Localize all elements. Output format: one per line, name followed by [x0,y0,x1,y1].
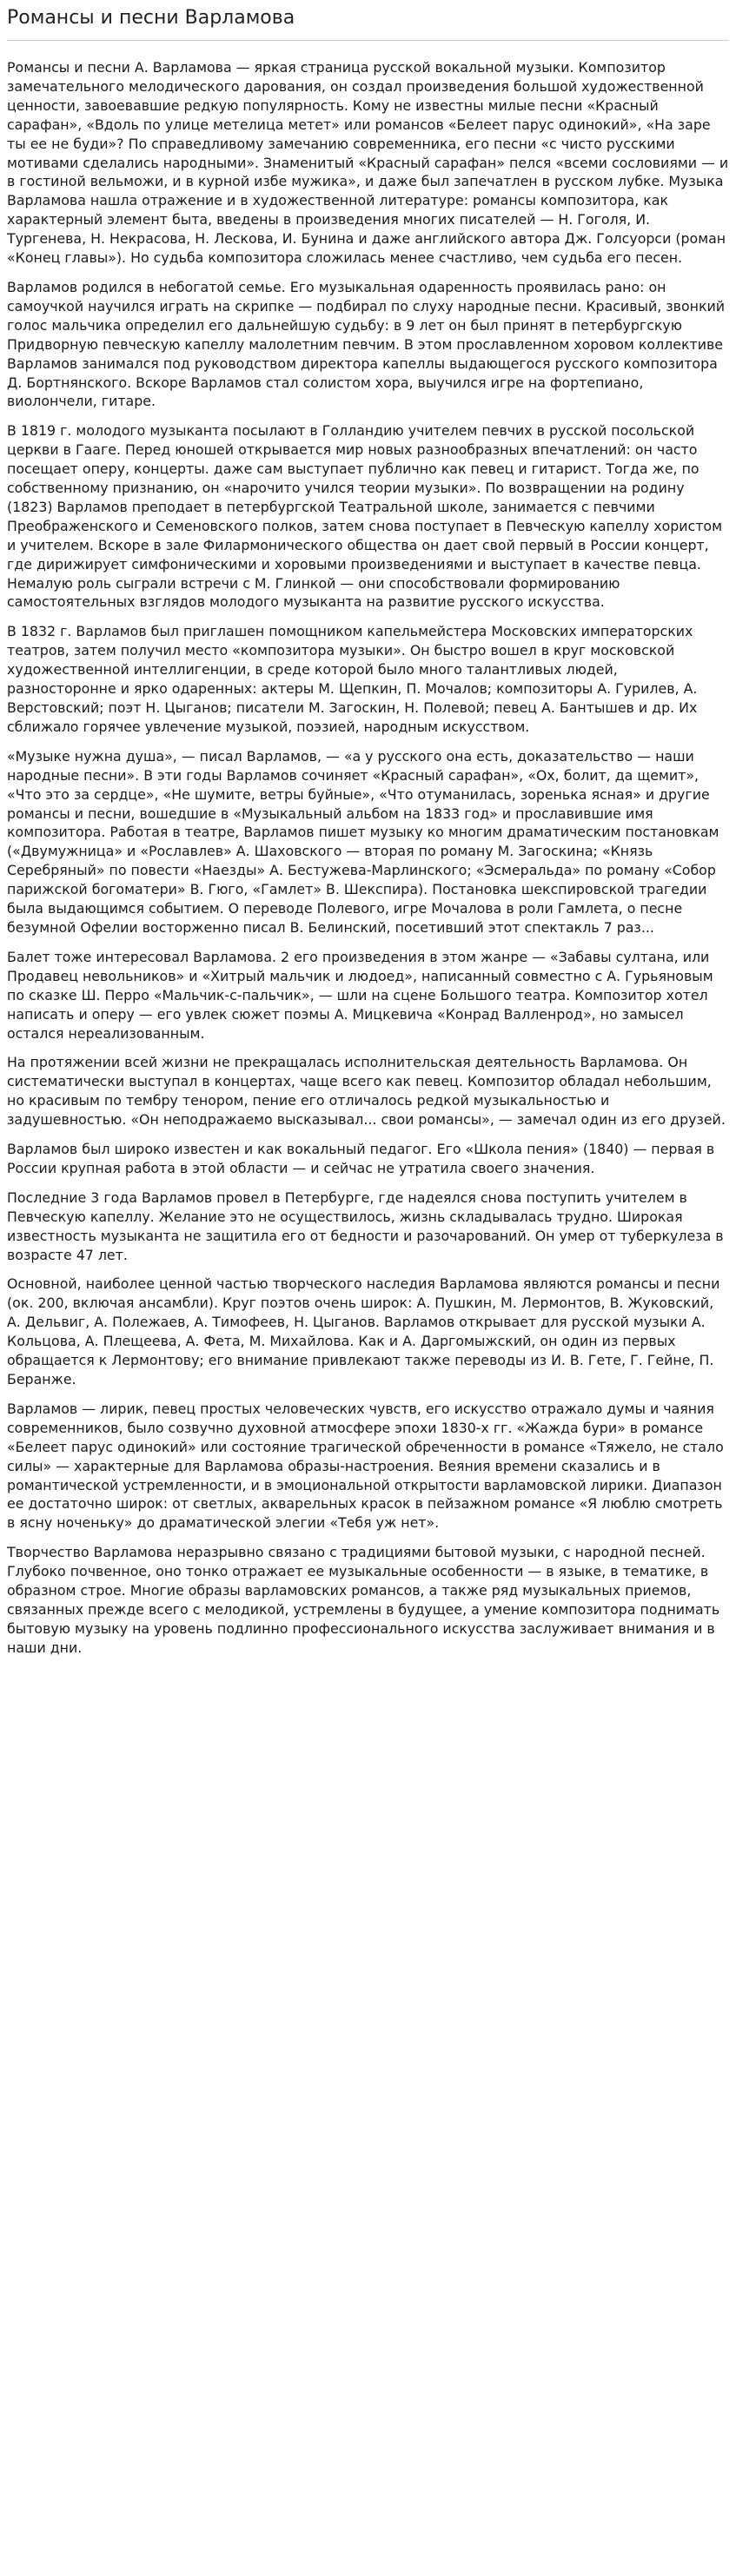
article-paragraph: Варламов — лирик, певец простых человеческих чувств, его искусство отражало думы и чаяния современников, было созвучно духовной атмосфере эпохи 1830-х гг. «Жажда бури» в романсе «Белеет парус одинокий» или состояние трагической обреченности в романсе «Тяжело, не стало силы» — характерные для Варламова образы-настроения. Веяния времени сказались и в романтической устремленности, и в эмоциональной открытости варламовской лирики. Диапазон ее достаточно широк: от светлых, акварельных красок в пейзажном романсе «Я люблю смотреть в ясну ноченьку» до драматической элегии «Тебя уж нет». [7,1400,724,1532]
article-paragraph: В 1832 г. Варламов был приглашен помощником капельмейстера Московских императорских театров, затем получил место «композитора музыки». Он быстро вошел в круг московской художественной интеллигенции, в среде которой было много талантливых людей, разносторонне и ярко одаренных: актеры М. Щепкин, П. Мочалов; композиторы А. Гурилев, А. Верстовский; поэт Н. Цыганов; писатели М. Загоскин, Н. Полевой; певец А. Бантышев и др. Их сближало горячее увлечение музыкой, поэзией, народным искусством. [7,623,698,735]
article-paragraph: Балет тоже интересовал Варламова. 2 его произведения в этом жанре — «Забавы султана, или Продавец невольников» и «Хитрый мальчик и людоед», написанный совместно с А. Гурьяновым по сказке Ш. Перро «Мальчик-с-пальчик», — шли на сцене Большого театра. Композитор хотел написать и оперу — его увлек сюжет поэмы А. Мицкевича «Конрад Валленрод», но замысел остался нереализованным. [7,948,713,1042]
article-paragraph: Варламов родился в небогатой семье. Его музыкальная одаренность проявилась рано: он самоучкой научился играть на скрипке — подбирал по слуху народные песни. Красивый, звонкий голос мальчика определил его дальнейшую судьбу: в 9 лет он был принят в петербургскую Придворную певческую капеллу малолетним певчим. В этом прославленном хоровом коллективе Варламов занимался под руководством директора капеллы выдающегося русского композитора Д. Бортнянского. Вскоре Варламов стал солистом хора, выучился игре на фортепиано, виолончели, гитаре. [7,278,726,410]
article-paragraph: Варламов был широко известен и как вокальный педагог. Его «Школа пения» (1840) — первая в России крупная работа в этой области — и сейчас не утратила своего значения. [7,1141,715,1176]
article-body [7,58,729,1658]
page-title: Романсы и песни Варламова [7,7,295,29]
article-paragraph: Основной, наиболее ценной частью творческого наследия Варламова являются романсы и песни (ок. 200, включая ансамбли). Круг поэтов очень широк: А. Пушкин, М. Лермонтов, В. Жуковский, А. Дельвиг, А. Полежаев, А. Тимофеев, Н. Цыганов. Варламов открывает для русской музыки А. Кольцова, А. Плещеева, А. Фета, М. Михайлова. Как и А. Даргомыжский, он один из первых обращается к Лермонтову; его внимание привлекают также переводы из И. В. Гете, Г. Гейне, П. Беранже. [7,1275,720,1387]
article-paragraph: «Музыке нужна душа», — писал Варламов, — «а у русского она есть, доказательство — наши народные песни». В эти годы Варламов сочиняет «Красный сарафан», «Ох, болит, да щемит», «Что это за сердце», «Не шумите, ветры буйные», «Что отуманилась, зоренька ясная» и другие романсы и песни, вошедшие в «Музыкальный альбом на 1833 год» и прославившие имя композитора. Работая в театре, Варламов пишет музыку ко многим драматическим постановкам («Двумужница» и «Рославлев» А. Шаховского — вторая по роману М. Загоскина; «Князь Серебряный» по повести «Наезды» А. Бестужева-Марлинского; «Эсмеральда» по роману «Собор парижской богоматери» В. Гюго, «Гамлет» В. Шекспира). Постановка шекспировской трагедии была выдающимся событием. О переводе Полевого, игре Мочалова в роли Гамлета, о песне безумной Офелии восторженно писал В. Белинский, посетивший этот спектакль 7 раз... [7,747,719,936]
title-divider [7,40,729,41]
article-paragraph: На протяжении всей жизни не прекращалась исполнительская деятельность Варламова. Он систематически выступал в концертах, чаще всего как певец. Композитор обладал небольшим, но красивым по тембру тенором, пение его отличалось редкой музыкальностью и задушевностью. «Он неподражаемо высказывал... свои романсы», — замечал один из его друзей. [7,1054,726,1129]
article-paragraph: Последние 3 года Варламов провел в Петербурге, где надеялся снова поступить учителем в Певческую капеллу. Желание это не осуществилось, жизнь складывалась трудно. Широкая известность музыканта не защитила его от бедности и разочарований. Он умер от туберкулеза в возрасте 47 лет. [7,1189,724,1263]
article-paragraph: Романсы и песни А. Варламова — яркая страница русской вокальной музыки. Композитор замечательного мелодического дарования, он создал произведения большой художественной ценности, завоевавшие редкую популярность. Кому не известны милые песни «Красный сарафан», «Вдоль по улице метелица метет» или романсов «Белеет парус одинокий», «На заре ты ее не буди»? По справедливому замечанию современника, его песни «с чисто русскими мотивами сделались народными». Знаменитый «Красный сарафан» пелся «всеми сословиями — и в гостиной вельможи, и в курной избе мужика», и даже был запечатлен в русском лубке. Музыка Варламова нашла отражение и в художественной литературе: романсы композитора, как характерный элемент быта, введены в произведения многих писателей — Н. Гоголя, И. Тургенева, Н. Некрасова, Н. Лескова, И. Бунина и даже английского автора Дж. Голсуорси (роман «Конец главы»). Но судьба композитора сложилась менее счастливо, чем судьба его песен. [7,59,729,267]
article-paragraph: В 1819 г. молодого музыканта посылают в Голландию учителем певчих в русской посольской церкви в Гааге. Перед юношей открывается мир новых разнообразных впечатлений: он часто посещает оперу, концерты. даже сам выступает публично как певец и гитарист. Тогда же, по собственному признанию, он «нарочито учился теории музыки». По возвращении на родину (1823) Варламов преподает в петербургской Театральной школе, занимается с певчими Преображенского и Семеновского полков, затем снова поступает в Певческую капеллу хористом и учителем. Вскоре в зале Филармонического общества он дает свой первый в России концерт, где дирижирует симфоническими и хоровыми произведениями и выступает в качестве певца. Немалую роль сыграли встречи с М. Глинкой — они способствовали формированию самостоятельных взглядов молодого музыканта на развитие русского искусства. [7,422,722,611]
article-paragraph: Творчество Варламова неразрывно связано с традициями бытовой музыки, с народной песней. Глубоко почвенное, оно тонко отражает ее музыкальные особенности — в языке, в тематике, в образном строе. Многие образы варламовских романсов, а также ряд музыкальных приемов, связанных прежде всего с мелодикой, устремлены в будущее, а умение композитора поднимать бытовую музыку на уровень подлинно профессионального искусства заслуживает внимания и в наши дни. [7,1544,720,1656]
